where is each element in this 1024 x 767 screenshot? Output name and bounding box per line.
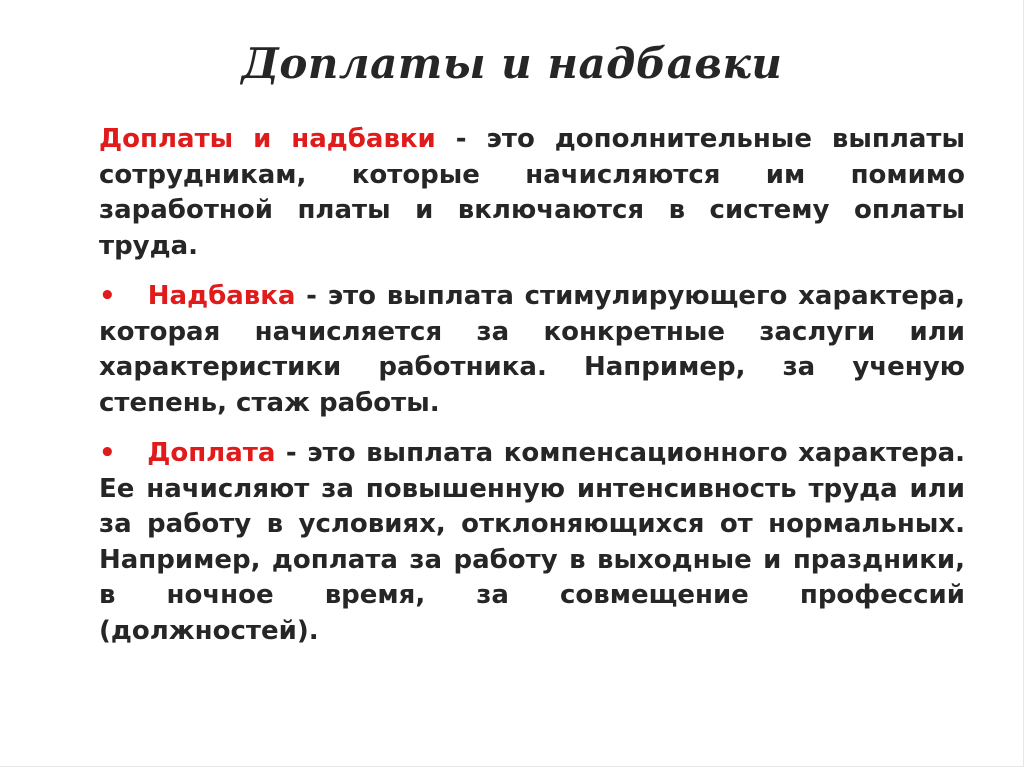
bullet-term: Надбавка (147, 281, 296, 311)
intro-term: Доплаты и надбавки (99, 124, 436, 154)
intro-text: - это дополнительные выплаты сотрудникам, которые начисляются им помимо заработной платы и включаются в систему оплаты труда. (99, 124, 965, 261)
bullet-text: - это выплата стимулирующего характера, которая начисляется за конкретные заслуги или характеристики работника. Например, за ученую степень, стаж работы. (99, 281, 965, 418)
bullet-text: - это выплата компенсационного характера. Ее начисляют за повышенную интенсивность труда или за работу в условиях, отклоняющихся от нормальных. Например, доплата за работу в выходные и праздники, в ночное время, за совмещение профессий (должностей). (99, 438, 965, 646)
bullet-term: Доплата (147, 438, 276, 468)
intro-paragraph (99, 122, 965, 264)
slide-content (99, 122, 965, 664)
bullet-marker-icon: • (99, 438, 116, 468)
bullet-item-surcharge (99, 436, 965, 649)
bullet-item-allowance (99, 279, 965, 421)
slide-title: Доплаты и надбавки (241, 39, 783, 88)
bullet-marker-icon: • (99, 281, 116, 311)
